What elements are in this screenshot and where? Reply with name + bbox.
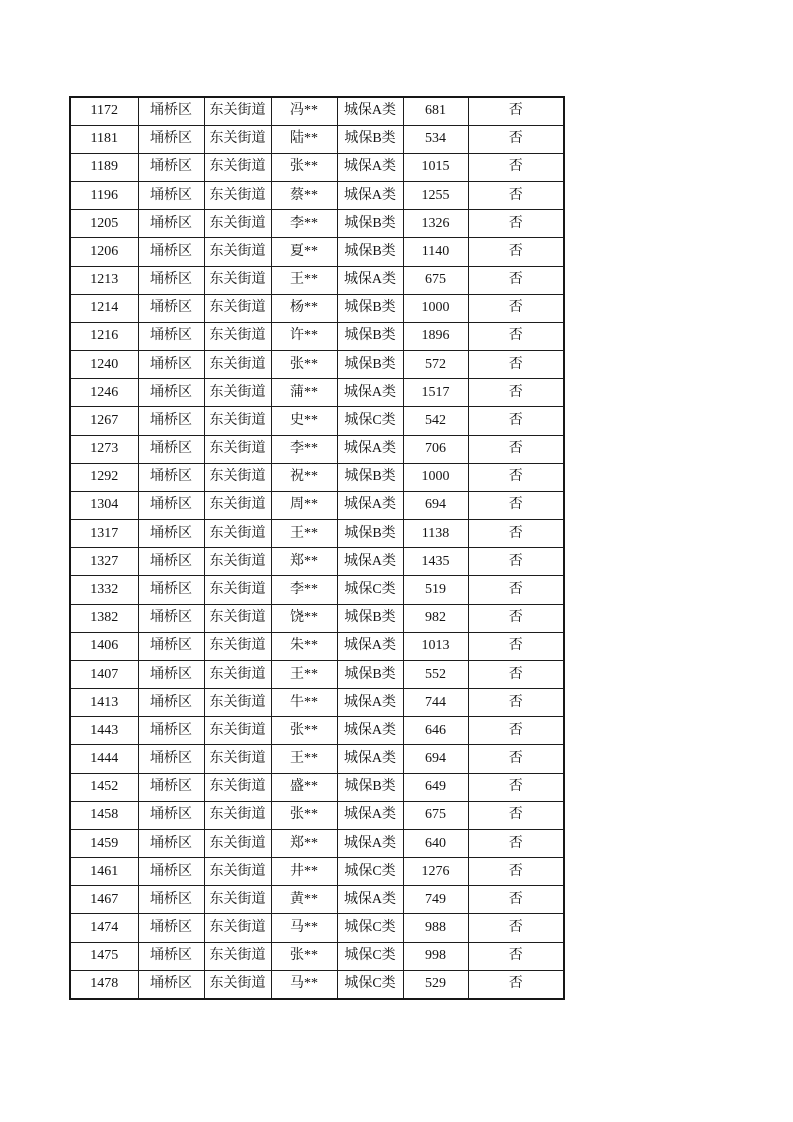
table-row bbox=[70, 576, 564, 604]
table-cell: 1138 bbox=[403, 520, 468, 548]
table-cell: 否 bbox=[468, 970, 564, 998]
table-cell: 东关街道 bbox=[204, 660, 271, 688]
table-cell: 城保B类 bbox=[337, 351, 403, 379]
table-cell: 1181 bbox=[70, 125, 138, 153]
subsistence-allowance-table bbox=[69, 96, 565, 1000]
table-cell: 675 bbox=[403, 801, 468, 829]
table-cell: 埇桥区 bbox=[138, 576, 204, 604]
table-cell: 马** bbox=[271, 970, 337, 998]
table-row bbox=[70, 970, 564, 998]
table-cell: 蔡** bbox=[271, 182, 337, 210]
table-cell: 1216 bbox=[70, 322, 138, 350]
table-cell: 否 bbox=[468, 379, 564, 407]
table-cell: 640 bbox=[403, 829, 468, 857]
table-cell: 埇桥区 bbox=[138, 604, 204, 632]
table-cell: 东关街道 bbox=[204, 351, 271, 379]
table-cell: 534 bbox=[403, 125, 468, 153]
table-cell: 东关街道 bbox=[204, 463, 271, 491]
table-cell: 城保A类 bbox=[337, 548, 403, 576]
table-cell: 许** bbox=[271, 322, 337, 350]
table-cell: 城保B类 bbox=[337, 463, 403, 491]
table-cell: 1000 bbox=[403, 463, 468, 491]
table-cell: 李** bbox=[271, 435, 337, 463]
table-cell: 东关街道 bbox=[204, 182, 271, 210]
table-cell: 埇桥区 bbox=[138, 463, 204, 491]
table-cell: 649 bbox=[403, 773, 468, 801]
table-cell: 埇桥区 bbox=[138, 491, 204, 519]
table-cell: 城保B类 bbox=[337, 322, 403, 350]
table-cell: 埇桥区 bbox=[138, 660, 204, 688]
table-cell: 冯** bbox=[271, 97, 337, 125]
table-cell: 牛** bbox=[271, 689, 337, 717]
table-cell: 蒲** bbox=[271, 379, 337, 407]
table-cell: 1205 bbox=[70, 210, 138, 238]
table-cell: 否 bbox=[468, 914, 564, 942]
table-cell: 1475 bbox=[70, 942, 138, 970]
table-row bbox=[70, 548, 564, 576]
table-cell: 否 bbox=[468, 266, 564, 294]
table-cell: 529 bbox=[403, 970, 468, 998]
table-cell: 1382 bbox=[70, 604, 138, 632]
table-cell: 否 bbox=[468, 886, 564, 914]
table-cell: 盛** bbox=[271, 773, 337, 801]
table-cell: 马** bbox=[271, 914, 337, 942]
table-cell: 埇桥区 bbox=[138, 858, 204, 886]
table-row bbox=[70, 914, 564, 942]
table-cell: 否 bbox=[468, 632, 564, 660]
table-cell: 城保A类 bbox=[337, 801, 403, 829]
table-cell: 城保B类 bbox=[337, 125, 403, 153]
table-row bbox=[70, 238, 564, 266]
table-cell: 1273 bbox=[70, 435, 138, 463]
table-cell: 否 bbox=[468, 182, 564, 210]
table-row bbox=[70, 942, 564, 970]
table-row bbox=[70, 182, 564, 210]
table-cell: 城保A类 bbox=[337, 829, 403, 857]
table-cell: 1444 bbox=[70, 745, 138, 773]
table-cell: 1206 bbox=[70, 238, 138, 266]
table-cell: 城保C类 bbox=[337, 858, 403, 886]
table-cell: 埇桥区 bbox=[138, 182, 204, 210]
table-cell: 东关街道 bbox=[204, 942, 271, 970]
table-cell: 1467 bbox=[70, 886, 138, 914]
table-cell: 埇桥区 bbox=[138, 942, 204, 970]
table-row bbox=[70, 463, 564, 491]
table-row bbox=[70, 858, 564, 886]
table-cell: 张** bbox=[271, 351, 337, 379]
table-cell: 城保B类 bbox=[337, 210, 403, 238]
table-cell: 否 bbox=[468, 717, 564, 745]
table-cell: 东关街道 bbox=[204, 773, 271, 801]
table-cell: 1172 bbox=[70, 97, 138, 125]
table-cell: 982 bbox=[403, 604, 468, 632]
table-cell: 1292 bbox=[70, 463, 138, 491]
table-cell: 646 bbox=[403, 717, 468, 745]
table-cell: 749 bbox=[403, 886, 468, 914]
table-cell: 1435 bbox=[403, 548, 468, 576]
table-cell: 否 bbox=[468, 520, 564, 548]
table-cell: 1332 bbox=[70, 576, 138, 604]
table-row bbox=[70, 689, 564, 717]
table-cell: 张** bbox=[271, 717, 337, 745]
table-cell: 否 bbox=[468, 829, 564, 857]
table-cell: 城保A类 bbox=[337, 632, 403, 660]
table-cell: 张** bbox=[271, 153, 337, 181]
table-cell: 1304 bbox=[70, 491, 138, 519]
table-cell: 陆** bbox=[271, 125, 337, 153]
table-cell: 李** bbox=[271, 576, 337, 604]
table-cell: 东关街道 bbox=[204, 717, 271, 745]
table-cell: 城保B类 bbox=[337, 773, 403, 801]
table-cell: 东关街道 bbox=[204, 210, 271, 238]
table-cell: 埇桥区 bbox=[138, 520, 204, 548]
table-cell: 东关街道 bbox=[204, 604, 271, 632]
table-cell: 埇桥区 bbox=[138, 435, 204, 463]
table-cell: 东关街道 bbox=[204, 294, 271, 322]
table-cell: 埇桥区 bbox=[138, 829, 204, 857]
table-cell: 1276 bbox=[403, 858, 468, 886]
table-row bbox=[70, 351, 564, 379]
table-cell: 王** bbox=[271, 745, 337, 773]
table-row bbox=[70, 322, 564, 350]
table-cell: 998 bbox=[403, 942, 468, 970]
table-cell: 杨** bbox=[271, 294, 337, 322]
table-cell: 1326 bbox=[403, 210, 468, 238]
table-cell: 埇桥区 bbox=[138, 294, 204, 322]
table-cell: 埇桥区 bbox=[138, 801, 204, 829]
table-row bbox=[70, 604, 564, 632]
table-cell: 城保A类 bbox=[337, 745, 403, 773]
table-cell: 周** bbox=[271, 491, 337, 519]
table-cell: 埇桥区 bbox=[138, 125, 204, 153]
table-cell: 埇桥区 bbox=[138, 407, 204, 435]
table-cell: 否 bbox=[468, 576, 564, 604]
table-cell: 饶** bbox=[271, 604, 337, 632]
table-cell: 否 bbox=[468, 351, 564, 379]
table-cell: 城保A类 bbox=[337, 717, 403, 745]
table-cell: 埇桥区 bbox=[138, 548, 204, 576]
table-cell: 城保B类 bbox=[337, 604, 403, 632]
table-cell: 否 bbox=[468, 210, 564, 238]
table-cell: 东关街道 bbox=[204, 379, 271, 407]
table-cell: 东关街道 bbox=[204, 407, 271, 435]
table-cell: 东关街道 bbox=[204, 576, 271, 604]
table-cell: 东关街道 bbox=[204, 801, 271, 829]
table-cell: 1896 bbox=[403, 322, 468, 350]
table-row bbox=[70, 660, 564, 688]
table-cell: 1474 bbox=[70, 914, 138, 942]
table-cell: 埇桥区 bbox=[138, 632, 204, 660]
table-cell: 埇桥区 bbox=[138, 717, 204, 745]
table-cell: 否 bbox=[468, 125, 564, 153]
table-cell: 王** bbox=[271, 660, 337, 688]
table-cell: 张** bbox=[271, 942, 337, 970]
table-cell: 否 bbox=[468, 491, 564, 519]
table-cell: 1196 bbox=[70, 182, 138, 210]
table-cell: 1140 bbox=[403, 238, 468, 266]
table-cell: 1246 bbox=[70, 379, 138, 407]
table-row bbox=[70, 266, 564, 294]
table-cell: 否 bbox=[468, 153, 564, 181]
table-cell: 744 bbox=[403, 689, 468, 717]
table-cell: 埇桥区 bbox=[138, 689, 204, 717]
table-cell: 否 bbox=[468, 745, 564, 773]
table-cell: 王** bbox=[271, 266, 337, 294]
table-row bbox=[70, 407, 564, 435]
table-cell: 否 bbox=[468, 660, 564, 688]
table-row bbox=[70, 886, 564, 914]
table-cell: 张** bbox=[271, 801, 337, 829]
table-cell: 否 bbox=[468, 773, 564, 801]
table-cell: 埇桥区 bbox=[138, 351, 204, 379]
table-cell: 井** bbox=[271, 858, 337, 886]
table-cell: 祝** bbox=[271, 463, 337, 491]
table-cell: 东关街道 bbox=[204, 266, 271, 294]
table-cell: 1406 bbox=[70, 632, 138, 660]
table-row bbox=[70, 125, 564, 153]
table-cell: 城保A类 bbox=[337, 379, 403, 407]
table-cell: 东关街道 bbox=[204, 829, 271, 857]
table-cell: 黄** bbox=[271, 886, 337, 914]
table-cell: 988 bbox=[403, 914, 468, 942]
table-cell: 城保C类 bbox=[337, 407, 403, 435]
table-cell: 埇桥区 bbox=[138, 886, 204, 914]
table-cell: 埇桥区 bbox=[138, 773, 204, 801]
table-cell: 否 bbox=[468, 548, 564, 576]
table-cell: 否 bbox=[468, 407, 564, 435]
table-body bbox=[70, 97, 564, 999]
table-cell: 埇桥区 bbox=[138, 266, 204, 294]
table-row bbox=[70, 829, 564, 857]
table-cell: 城保B类 bbox=[337, 520, 403, 548]
table-cell: 城保B类 bbox=[337, 238, 403, 266]
table-cell: 675 bbox=[403, 266, 468, 294]
table-row bbox=[70, 379, 564, 407]
table-cell: 否 bbox=[468, 689, 564, 717]
table-cell: 东关街道 bbox=[204, 914, 271, 942]
table-cell: 1452 bbox=[70, 773, 138, 801]
table-cell: 郑** bbox=[271, 548, 337, 576]
table-cell: 东关街道 bbox=[204, 491, 271, 519]
table-cell: 否 bbox=[468, 435, 564, 463]
table-cell: 572 bbox=[403, 351, 468, 379]
table-cell: 埇桥区 bbox=[138, 322, 204, 350]
table-cell: 东关街道 bbox=[204, 520, 271, 548]
table-cell: 否 bbox=[468, 294, 564, 322]
table-cell: 埇桥区 bbox=[138, 238, 204, 266]
table-cell: 东关街道 bbox=[204, 970, 271, 998]
table-row bbox=[70, 520, 564, 548]
table-cell: 城保A类 bbox=[337, 266, 403, 294]
table-cell: 埇桥区 bbox=[138, 379, 204, 407]
table-row bbox=[70, 435, 564, 463]
table-cell: 埇桥区 bbox=[138, 745, 204, 773]
table-row bbox=[70, 97, 564, 125]
table-cell: 694 bbox=[403, 491, 468, 519]
table-cell: 1255 bbox=[403, 182, 468, 210]
table-cell: 东关街道 bbox=[204, 435, 271, 463]
table-cell: 东关街道 bbox=[204, 689, 271, 717]
table-cell: 否 bbox=[468, 801, 564, 829]
table-row bbox=[70, 153, 564, 181]
table-cell: 1459 bbox=[70, 829, 138, 857]
table-cell: 东关街道 bbox=[204, 632, 271, 660]
table-cell: 东关街道 bbox=[204, 886, 271, 914]
table-cell: 东关街道 bbox=[204, 125, 271, 153]
table-row bbox=[70, 717, 564, 745]
table-cell: 1240 bbox=[70, 351, 138, 379]
table-cell: 埇桥区 bbox=[138, 914, 204, 942]
table-cell: 否 bbox=[468, 97, 564, 125]
table-cell: 城保B类 bbox=[337, 660, 403, 688]
table-row bbox=[70, 801, 564, 829]
table-cell: 城保C类 bbox=[337, 914, 403, 942]
table-cell: 城保A类 bbox=[337, 435, 403, 463]
table-cell: 埇桥区 bbox=[138, 210, 204, 238]
table-cell: 1213 bbox=[70, 266, 138, 294]
table-cell: 1461 bbox=[70, 858, 138, 886]
table-cell: 1458 bbox=[70, 801, 138, 829]
table-cell: 朱** bbox=[271, 632, 337, 660]
table-cell: 城保A类 bbox=[337, 153, 403, 181]
table-cell: 1000 bbox=[403, 294, 468, 322]
table-cell: 1214 bbox=[70, 294, 138, 322]
table-cell: 否 bbox=[468, 942, 564, 970]
table-cell: 681 bbox=[403, 97, 468, 125]
table-cell: 否 bbox=[468, 604, 564, 632]
table-cell: 李** bbox=[271, 210, 337, 238]
table-cell: 694 bbox=[403, 745, 468, 773]
table-row bbox=[70, 745, 564, 773]
table-cell: 城保B类 bbox=[337, 294, 403, 322]
table-cell: 否 bbox=[468, 238, 564, 266]
table-cell: 城保A类 bbox=[337, 689, 403, 717]
table-cell: 城保A类 bbox=[337, 97, 403, 125]
table-cell: 城保C类 bbox=[337, 970, 403, 998]
table-cell: 郑** bbox=[271, 829, 337, 857]
table-row bbox=[70, 632, 564, 660]
table-cell: 城保A类 bbox=[337, 886, 403, 914]
table-cell: 城保A类 bbox=[337, 182, 403, 210]
table-cell: 1013 bbox=[403, 632, 468, 660]
table-cell: 城保A类 bbox=[337, 491, 403, 519]
table-cell: 1478 bbox=[70, 970, 138, 998]
table-cell: 史** bbox=[271, 407, 337, 435]
table-cell: 706 bbox=[403, 435, 468, 463]
table-cell: 552 bbox=[403, 660, 468, 688]
table-cell: 埇桥区 bbox=[138, 97, 204, 125]
table-cell: 否 bbox=[468, 858, 564, 886]
table-cell: 1189 bbox=[70, 153, 138, 181]
table-cell: 542 bbox=[403, 407, 468, 435]
table-cell: 519 bbox=[403, 576, 468, 604]
table-cell: 东关街道 bbox=[204, 153, 271, 181]
table-cell: 否 bbox=[468, 463, 564, 491]
table-cell: 城保C类 bbox=[337, 942, 403, 970]
table-cell: 1517 bbox=[403, 379, 468, 407]
table-row bbox=[70, 294, 564, 322]
table-cell: 1015 bbox=[403, 153, 468, 181]
table-cell: 1317 bbox=[70, 520, 138, 548]
table-cell: 1327 bbox=[70, 548, 138, 576]
table-cell: 1443 bbox=[70, 717, 138, 745]
table-cell: 东关街道 bbox=[204, 858, 271, 886]
table-cell: 东关街道 bbox=[204, 238, 271, 266]
table-cell: 1413 bbox=[70, 689, 138, 717]
table-cell: 否 bbox=[468, 322, 564, 350]
table-row bbox=[70, 210, 564, 238]
table-cell: 东关街道 bbox=[204, 97, 271, 125]
table-cell: 夏** bbox=[271, 238, 337, 266]
table-row bbox=[70, 491, 564, 519]
table-cell: 王** bbox=[271, 520, 337, 548]
table-cell: 1407 bbox=[70, 660, 138, 688]
table-cell: 1267 bbox=[70, 407, 138, 435]
table-row bbox=[70, 773, 564, 801]
table-cell: 埇桥区 bbox=[138, 153, 204, 181]
table-cell: 东关街道 bbox=[204, 745, 271, 773]
table-cell: 埇桥区 bbox=[138, 970, 204, 998]
table-cell: 东关街道 bbox=[204, 548, 271, 576]
table-cell: 东关街道 bbox=[204, 322, 271, 350]
table-cell: 城保C类 bbox=[337, 576, 403, 604]
